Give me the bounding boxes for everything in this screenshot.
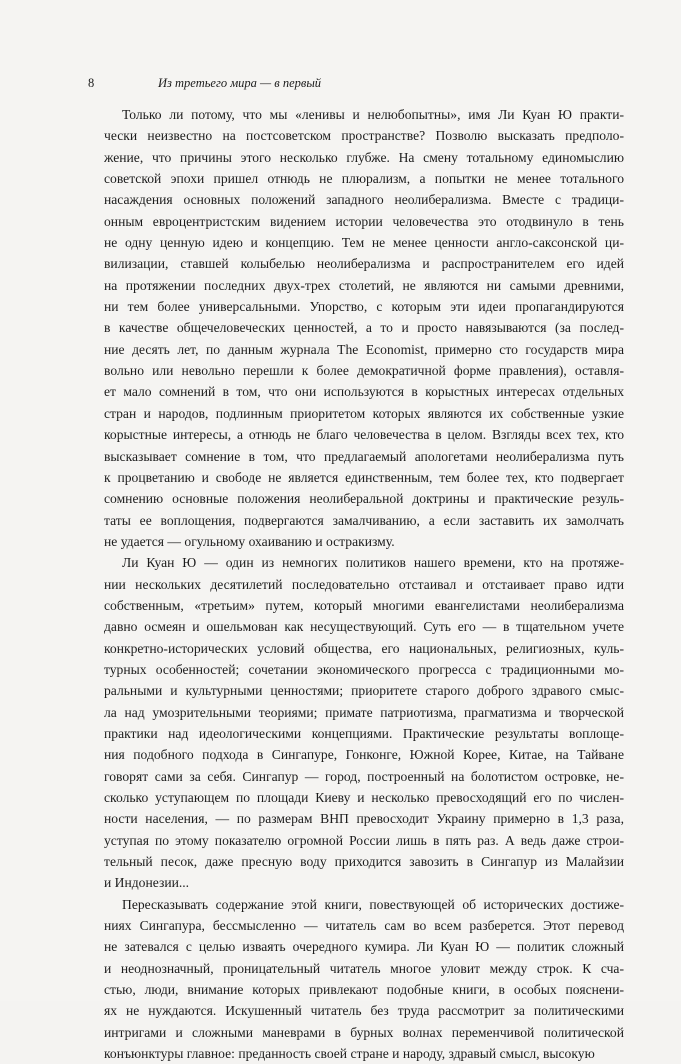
text-line: стью, люди, внимание которых привлекают подобные книги, в особых пояснени- <box>104 982 624 998</box>
text-line: советской эпохи пришел отнюдь не плюрализм, а попытки не менее тотального <box>104 171 624 187</box>
text-line: Пересказывать содержание этой книги, повествующей об исторических достиже- <box>122 896 624 912</box>
text-line: ности населения, — по размерам ВНП превосходит Украину примерно в 1,3 раза, <box>104 811 624 827</box>
text-line: таты ее воплощения, подвергаются замалчиванию, а если заставить их замолчать <box>104 512 624 528</box>
text-line: не удается — огульному охаиванию и остракизму. <box>104 533 395 549</box>
text-line: не одну ценную идею и концепцию. Тем не менее ценности англо-саксонской ци- <box>104 235 624 251</box>
text-line: уступая по этому показателю огромной России лишь в пять раз. А ведь даже строи- <box>104 832 624 848</box>
body-text <box>104 104 624 1064</box>
text-line: ях не нуждаются. Искушенный читатель без труда рассмотрит за политическими <box>104 1003 624 1019</box>
text-line: Только ли потому, что мы «ленивы и нелюбопытны», имя Ли Куан Ю практи- <box>122 107 624 122</box>
text-line: стран и народов, подлинным приоритетом которых являются их собственные узкие <box>104 405 624 421</box>
text-line: практики над идеологическими концепциями. Практические результаты воплоще- <box>104 725 624 741</box>
running-head <box>88 74 628 92</box>
text-line: ния подобного подхода в Сингапуре, Гонконге, Южной Корее, Китае, на Тайване <box>104 747 624 763</box>
text-line: конъюнктуры главное: преданность своей стране и народу, здравый смысл, высокую <box>104 1046 595 1062</box>
text-line: ни тем более универсальными. Упорство, с которым эти идеи пропагандируются <box>104 299 624 315</box>
text-line: на протяжении последних двух-трех столетий, не являются ни самыми древними, <box>104 277 624 293</box>
text-line: к процветанию и свободе не является единственным, тем более тех, кто подвергает <box>104 469 624 485</box>
text-line: турных особенностей; сочетании экономического прогресса с традиционными мо- <box>104 661 624 677</box>
text-line: Ли Куан Ю — один из немногих политиков нашего времени, кто на протяже- <box>122 555 624 571</box>
paragraph <box>104 104 624 552</box>
text-line: и неоднозначный, проницательный читатель многое уловит между строк. К сча- <box>104 960 624 976</box>
text-line: жение, что причины этого несколько глубже. На смену тотальному единомыслию <box>104 149 624 165</box>
text-line: ние десять лет, по данным журнала The Economist, примерно сто государств мира <box>104 341 624 357</box>
text-line: не затевался с целью изваять очередного кумира. Ли Куан Ю — политик сложный <box>104 939 624 955</box>
text-line: ла над умозрительными теориями; примате патриотизма, прагматизма и творческой <box>104 704 624 720</box>
text-line: сколько уступающем по площади Киеву и несколько превосходящий его по числен- <box>104 790 624 805</box>
text-line: тельный песок, даже пресную воду приходится завозить в Сингапур из Малайзии <box>104 854 624 870</box>
running-title: Из третьего мира — в первый <box>158 76 322 90</box>
text-line: собственным, «третьим» путем, который многими евангелистами неолиберализма <box>104 597 624 613</box>
text-line: высказывает сомнение в том, что предлагаемый апологетами неолиберализма путь <box>104 448 624 464</box>
text-line: вилизации, ставшей колыбелью неолиберализма и распространителем его идей <box>104 256 624 272</box>
text-line: ет мало сомнений в том, что они используются в корыстных интересах отдельных <box>104 384 624 400</box>
page-number: 8 <box>88 76 95 90</box>
text-line: в качестве общечеловеческих ценностей, а то и просто навязываются (за послед- <box>104 320 624 336</box>
text-line: давно осмеян и ошельмован как несуществующий. Суть его — в тщательном учете <box>104 619 624 635</box>
paragraph <box>104 894 624 1064</box>
text-line: вольно или невольно перешли к более демократичной форме правления), оставля- <box>104 363 624 379</box>
text-line: насаждения основных положений западного неолиберализма. Вместе с традици- <box>104 192 624 208</box>
text-line: ниях Сингапура, бессмысленно — читатель сам во всем разберется. Этот перевод <box>104 918 624 934</box>
text-line: говорят сами за себя. Сингапур — город, построенный на болотистом островке, не- <box>104 768 624 784</box>
text-line: конкретно-исторических условий общества, его национальных, религиозных, куль- <box>104 640 624 656</box>
text-line: и Индонезии... <box>104 875 190 891</box>
text-line: сомнению основные положения неолиберальной доктрины и практические резуль- <box>104 491 624 507</box>
text-line: онным евроцентристским видением истории человечества это отодвинуло в тень <box>104 213 624 229</box>
text-line: интригами и сложными маневрами в бурных волнах переменчивой политической <box>104 1024 624 1040</box>
paragraph <box>104 552 624 894</box>
text-line: корыстные интересы, а отнюдь не благо человечества в целом. Взгляды всех тех, кто <box>104 427 624 443</box>
text-line: нии нескольких десятилетий последовательно отстаивал и отстаивает право идти <box>104 576 624 592</box>
text-line: ральными и культурными ценностями; приоритете старого доброго здравого смыс- <box>104 683 624 699</box>
text-line: чески неизвестно на постсоветском пространстве? Позволю высказать предполо- <box>104 128 624 144</box>
